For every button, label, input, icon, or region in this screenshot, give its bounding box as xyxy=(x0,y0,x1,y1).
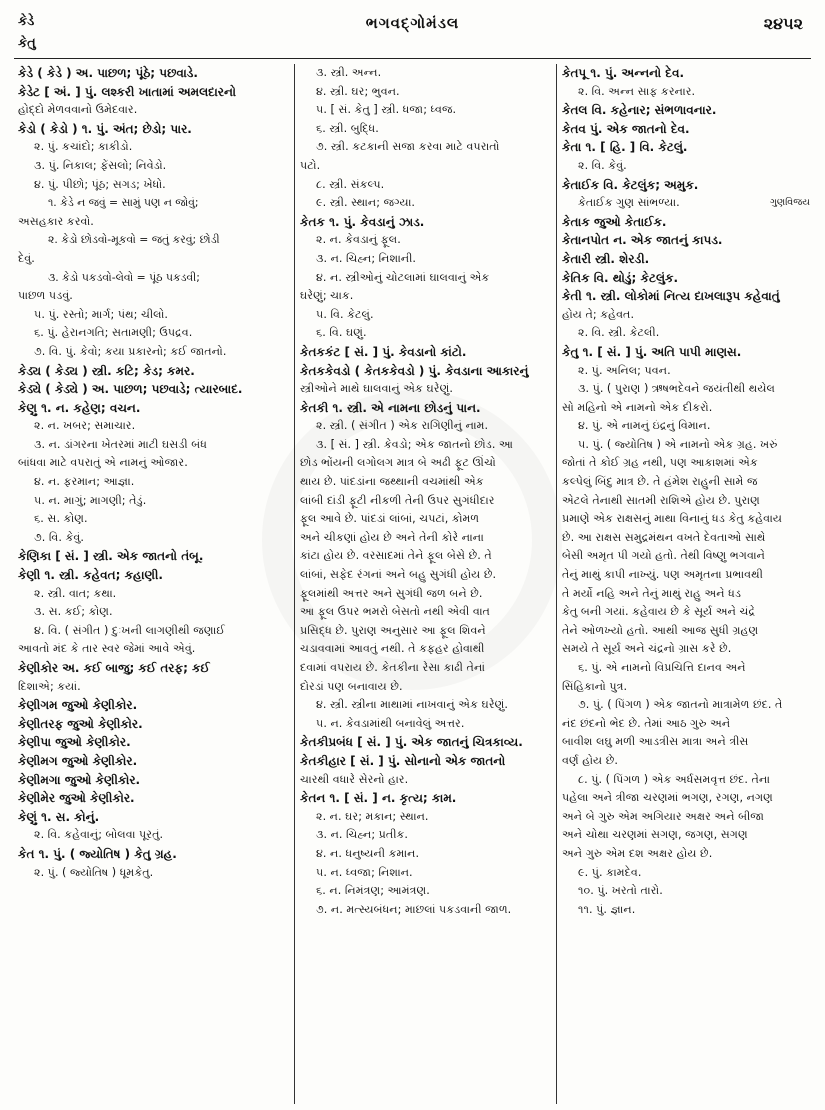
dictionary-headword-line xyxy=(18,362,288,381)
line-text: કેતુ બની ગયાં. કહેવાય છે કે સૂર્ય અને ચંદ્રે xyxy=(562,605,756,619)
dictionary-text-line xyxy=(18,529,288,548)
dictionary-headword-line xyxy=(18,659,288,678)
line-text: જોતાં તે કોઈ ગ્રહ નથી, પણ આકાશમાં એક xyxy=(562,456,758,470)
line-text: ૧૦. પું. ખરતો તારો. xyxy=(578,884,663,898)
line-text: હોય તે; કહેવત. xyxy=(562,307,635,321)
dictionary-text-line xyxy=(300,83,552,102)
line-text: ૫. [ સં. કેતુ ] સ્ત્રી. ધજા; ધ્વજ. xyxy=(316,103,457,117)
dictionary-text-line xyxy=(300,101,552,120)
dictionary-text-line xyxy=(18,138,288,157)
line-text: બાવીશ લઘુ મળી આડત્રીસ માત્રા અને ત્રીસ xyxy=(562,735,749,749)
dictionary-headword-line xyxy=(18,64,288,83)
dictionary-text-line xyxy=(562,324,812,343)
dictionary-text-line xyxy=(300,269,552,288)
dictionary-headword-line xyxy=(562,213,812,232)
dictionary-text-line xyxy=(18,269,288,288)
dictionary-headword-line xyxy=(300,789,552,808)
line-text: કેતવ પું. એક જાતનો દેવ. xyxy=(562,121,690,136)
line-text: કેણીમેર જુઓ કેણીકોર. xyxy=(18,791,135,806)
dictionary-text-line xyxy=(562,771,812,790)
line-text: બાંધવા માટે વપરાતું એ નામનું ઓજાર. xyxy=(18,456,188,470)
line-text: દવામાં વપરાય છે. કેતકીના રેસા કાઢી તેનાં xyxy=(300,661,486,674)
line-text: કેણીપા જુઓ કેણીકોર. xyxy=(18,735,131,750)
dictionary-text-line xyxy=(562,752,812,771)
dictionary-headword-line xyxy=(562,343,812,362)
dictionary-headword-line xyxy=(562,250,812,269)
dictionary-text-line xyxy=(300,324,552,343)
dictionary-text-line xyxy=(18,176,288,195)
dictionary-headword-line xyxy=(18,399,288,418)
dictionary-text-line xyxy=(18,436,288,455)
line-text: ૫. પું. ( જ્યોતિષ ) એ નામનો એક ગ્રહ. ખરું xyxy=(578,437,778,451)
line-text: ૨. વિ. અન્ન સાફ કરનાર. xyxy=(578,84,696,98)
column-3 xyxy=(562,64,812,1104)
column-2 xyxy=(300,64,552,1104)
line-text: કેતપૂ ૧. પું. અન્નનો દેવ. xyxy=(562,66,685,80)
dictionary-text-line xyxy=(300,194,552,213)
line-text: દેવું. xyxy=(18,251,35,265)
dictionary-text-line xyxy=(18,454,288,473)
line-text: ૧૧. પું. જ્ઞાન. xyxy=(578,902,636,916)
line-text: કેણી ૧. સ્ત્રી. કહેવત; કહાણી. xyxy=(18,568,163,583)
line-text: ૩. સ. કઈ; કોણ. xyxy=(34,605,113,619)
line-text: કેણું ૧. સ. કોનું. xyxy=(18,809,100,824)
line-text: લાંબી દાંડી ફૂટી નીકળી તેની ઉપર સુગંધીદાર xyxy=(300,493,495,507)
dictionary-text-line xyxy=(300,176,552,195)
line-text: ૫. ન. ધ્વજા; નિશાન. xyxy=(316,865,413,879)
line-text: તેને ઓળખ્યો હતો. આથી આજ સુધી ગ્રહણ xyxy=(562,623,759,637)
dictionary-text-line xyxy=(18,640,288,659)
line-text: ૬. પું. હેરાનગતિ; સતામણી; ઉપદ્રવ. xyxy=(34,326,193,340)
dictionary-text-line xyxy=(300,771,552,790)
dictionary-text-line xyxy=(18,473,288,492)
line-text: કેતાઈક ગુણ સાંભળ્યા. xyxy=(578,196,680,210)
dictionary-text-line xyxy=(562,566,812,585)
dictionary-text-line xyxy=(562,510,812,529)
dictionary-text-line xyxy=(300,882,552,901)
dictionary-text-line xyxy=(300,603,552,622)
dictionary-text-line xyxy=(18,194,288,213)
dictionary-text-line xyxy=(300,566,552,585)
dictionary-text-line xyxy=(562,547,812,566)
dictionary-text-line xyxy=(562,83,812,102)
dictionary-text-line xyxy=(18,101,288,120)
line-text: દોરડાં પણ બનાવાય છે. xyxy=(300,679,403,693)
line-text: કલ્પેલું બિંદુ માત્ર છે. તે હંમેશ રાહુની સામે જ xyxy=(562,475,758,489)
dictionary-text-line xyxy=(18,864,288,883)
column-divider-2 xyxy=(556,64,557,1104)
dictionary-headword-line xyxy=(300,343,552,362)
page-title: ભગવદ્ગોમંડલ xyxy=(365,14,460,32)
dictionary-headword-line xyxy=(18,696,288,715)
dictionary-text-line xyxy=(562,808,812,827)
dictionary-text-line xyxy=(18,826,288,845)
line-text: ૩. સ્ત્રી. અન્ન. xyxy=(316,66,382,79)
line-text: બેસી અમૃત પી ગયો હતો. તેથી વિષ્ણુ ભગવાને xyxy=(562,549,765,563)
line-text: ૩. ન. ચિહ્ન; પ્રતીક. xyxy=(316,828,408,842)
dictionary-text-line xyxy=(18,287,288,306)
dictionary-text-line xyxy=(18,678,288,697)
dictionary-headword-line xyxy=(562,64,812,83)
line-text: દિશાએ; કયાં. xyxy=(18,679,81,693)
line-text: થાય છે. પાંદડાંના જથ્થાની વચમાંથી એક xyxy=(300,475,484,489)
dictionary-text-line xyxy=(562,529,812,548)
dictionary-text-line xyxy=(300,529,552,548)
line-text: ૨. વિ. કેવું. xyxy=(578,158,627,172)
dictionary-text-line xyxy=(562,380,812,399)
dictionary-text-line xyxy=(562,622,812,641)
dictionary-headword-line xyxy=(18,733,288,752)
line-text: પ્રમાણે એક રાક્ષસનું માથા વિનાનું ધડ કેતુ કહેવાય xyxy=(562,512,783,526)
dictionary-text-line xyxy=(300,492,552,511)
line-text: ૮. પું. ( પિંગળ ) એક અર્ધસમવૃત્ત છંદ. તેના xyxy=(578,772,771,786)
line-text: છે. આ રાક્ષસ સમુદ્રમંથન વખતે દેવતાઓ સાથે xyxy=(562,530,766,544)
dictionary-text-line xyxy=(562,845,812,864)
line-text: ૪. વિ. ( સંગીત ) દુઃખની લાગણીથી જણાઈ xyxy=(34,623,226,637)
line-text: ૩. ન. ચિહ્ન; નિશાની. xyxy=(316,251,416,265)
page-number: ૨૪૫૨ xyxy=(763,14,803,33)
line-text: કેણીગમ જુઓ કેણીકોર. xyxy=(18,698,138,713)
line-text: લાંબાં, સફેદ રંગનાં અને બહુ સુગંધી હોય છે. xyxy=(300,568,497,582)
dictionary-text-line xyxy=(18,231,288,250)
line-text: કેણીમગ જુઓ કેણીકોર. xyxy=(18,753,138,768)
dictionary-text-line xyxy=(300,510,552,529)
dictionary-text-line xyxy=(300,417,552,436)
dictionary-text-line xyxy=(562,399,812,418)
line-text: કેણીમગા જુઓ કેણીકોર. xyxy=(18,772,141,787)
citation-source: ગુણવિજય xyxy=(769,197,810,209)
line-text: ૨. વિ. સ્ત્રી. કેટલી. xyxy=(578,326,660,340)
line-text: કેતા ૧. [ હિ. ] વિ. કેટલું. xyxy=(562,140,688,155)
line-text: સિંહિકાનો પુત્ર. xyxy=(562,679,628,693)
line-text: કેતકીહાર [ સં. ] પું. સોનાનો એક જાતનો xyxy=(300,753,506,768)
line-text: ચડાવવામાં આવતું નથી. તે કફહર હોવાથી xyxy=(300,642,485,656)
dictionary-headword-line xyxy=(562,287,812,306)
line-text: આ ફૂલ ઉપર ભમરો બેસતો નથી એવી વાત xyxy=(300,605,490,619)
dictionary-text-line xyxy=(18,622,288,641)
line-text: કેતકકંટ [ સં. ] પું. કેવડાનો કાંટો. xyxy=(300,344,467,359)
dictionary-headword-line xyxy=(300,362,552,381)
dictionary-headword-line xyxy=(18,83,288,102)
dictionary-headword-line xyxy=(562,101,812,120)
dictionary-headword-line xyxy=(18,789,288,808)
dictionary-text-line xyxy=(18,213,288,232)
line-text: કેતક ૧. પું. કેવડાનું ઝાડ. xyxy=(300,214,425,229)
dictionary-text-line xyxy=(562,640,812,659)
dictionary-text-line xyxy=(300,454,552,473)
dictionary-headword-line xyxy=(18,380,288,399)
dictionary-headword-line xyxy=(18,752,288,771)
guide-word-last: કેતુ xyxy=(18,36,36,51)
line-text: ૯. સ્ત્રી. સ્થાન; જગ્યા. xyxy=(316,196,415,210)
dictionary-text-line xyxy=(300,696,552,715)
dictionary-headword-line xyxy=(300,733,552,752)
line-text: છોડ ભોંયની લગોલગ માત્ર બે અઢી ફૂટ ઊંચો xyxy=(300,456,496,470)
line-text: કેતકકેવડો ( કેતકકેવડો ) પું. કેવડાના આકારનું xyxy=(300,363,529,378)
dictionary-text-line xyxy=(18,157,288,176)
line-text: અને બે ગુરુ એમ અગિયાર અક્ષર અને બીજા xyxy=(562,809,765,823)
column-1 xyxy=(18,64,288,1104)
dictionary-headword-line xyxy=(18,845,288,864)
line-text: ૪. પું. પીછો; પૂંઠ; સગડ; ખેધો. xyxy=(34,177,166,191)
line-text: નંદ છંદનો ભેદ છે. તેમાં આઠ ગુરુ અને xyxy=(562,716,731,730)
dictionary-headword-line xyxy=(562,231,812,250)
line-text: પટો. xyxy=(300,158,321,172)
line-text: ૨. વિ. કહેવાનું; બોલવા પૂરતું. xyxy=(34,828,164,842)
line-text: કેડેટ [ અં. ] પું. લશ્કરી ખાતામાં અમલદારનો xyxy=(18,84,236,99)
dictionary-text-line xyxy=(300,138,552,157)
dictionary-headword-line xyxy=(18,566,288,585)
dictionary-text-line xyxy=(300,287,552,306)
dictionary-text-line xyxy=(562,417,812,436)
dictionary-text-line xyxy=(18,306,288,325)
dictionary-headword-line xyxy=(18,808,288,827)
line-text: એટલે તેનાથી સાતમી રાશિએ હોય છે. પુરાણ xyxy=(562,493,760,507)
line-text: કેત ૧. પું. ( જ્યોતિષ ) કેતુ ગ્રહ. xyxy=(18,846,177,861)
line-text: ચારથી વધારે સેરનો હાર. xyxy=(300,772,409,786)
dictionary-text-line xyxy=(562,454,812,473)
dictionary-text-line xyxy=(562,436,812,455)
line-text: ૫. પું. રસ્તો; માર્ગ; પંથ; ચીલો. xyxy=(34,307,168,321)
guide-word-first: કેડે xyxy=(18,14,35,29)
dictionary-headword-line xyxy=(562,138,812,157)
dictionary-text-line xyxy=(562,882,812,901)
dictionary-text-line xyxy=(300,157,552,176)
dictionary-text-line xyxy=(18,324,288,343)
dictionary-text-line xyxy=(562,585,812,604)
column-divider-1 xyxy=(294,64,295,1104)
dictionary-text-line xyxy=(562,157,812,176)
dictionary-headword-line xyxy=(18,120,288,139)
line-text: કાંટા હોય છે. વરસાદમાં તેને ફૂલ બેસે છે. તે xyxy=(300,549,492,563)
dictionary-text-line xyxy=(18,510,288,529)
dictionary-text-line xyxy=(300,547,552,566)
line-text: ૫. વિ. કેટલું. xyxy=(316,307,374,321)
line-text: કેતકી ૧. સ્ત્રી. એ નામના છોડનું પાન. xyxy=(300,400,481,415)
line-text: ૬. ન. નિમંત્રણ; આમંત્રણ. xyxy=(316,884,430,898)
dictionary-headword-line xyxy=(300,399,552,418)
line-text: ૭. ન. મત્સ્યબંધન; માછલાં પકડવાની જાળ. xyxy=(316,902,512,916)
dictionary-text-line xyxy=(300,436,552,455)
line-text: ૬. સ. કોણ. xyxy=(34,512,88,526)
dictionary-text-line xyxy=(562,306,812,325)
line-text: ૨. પું. અનિલ; પવન. xyxy=(578,363,671,377)
dictionary-text-line xyxy=(562,492,812,511)
dictionary-text-line xyxy=(562,789,812,808)
line-text: ૬. પું. એ નામનો વિપ્રચિત્તિ દાનવ અને xyxy=(578,661,746,674)
line-text: ૨. ન. ઘર; મકાન; સ્થાન. xyxy=(316,809,429,823)
dictionary-headword-line xyxy=(562,269,812,288)
dictionary-text-line xyxy=(300,678,552,697)
dictionary-text-line xyxy=(18,343,288,362)
line-text: ૮. સ્ત્રી. સંકલ્પ. xyxy=(316,177,385,191)
line-text: ૭. સ્ત્રી. કટકાની સજા કરવા માટે વપરાતો xyxy=(316,140,500,154)
line-text: ૭. વિ. પું. કેવો; કયા પ્રકારનો; કઈ જાતનો. xyxy=(34,344,227,358)
dictionary-text-line xyxy=(562,901,812,920)
dictionary-text-line xyxy=(18,603,288,622)
line-text: અસહકાર કરવો. xyxy=(18,214,94,228)
line-text: ૨. કેડો છોડવો-મૂકવો = જતું કરવું; છોડી xyxy=(48,233,220,247)
dictionary-text-line xyxy=(562,826,812,845)
line-text: અને ચોથા ચરણમાં સગણ, જગણ, સગણ xyxy=(562,828,748,842)
dictionary-text-line xyxy=(562,678,812,697)
line-text: કેતન ૧. [ સં. ] ન. કૃત્ય; કામ. xyxy=(300,791,457,806)
dictionary-headword-line xyxy=(300,213,552,232)
dictionary-headword-line xyxy=(562,176,812,195)
line-text: ૭. વિ. કેવું. xyxy=(34,530,84,544)
line-text: ૨. પું. ( જ્યોતિષ ) ધૂમકેતુ. xyxy=(34,865,154,879)
line-text: કેતી ૧. સ્ત્રી. લોકોમાં નિત્ય દાખલારૂપ કહેવાતું xyxy=(562,289,780,304)
line-text: અને ગુરુ એમ દશ અક્ષર હોય છે. xyxy=(562,846,713,860)
dictionary-text-line xyxy=(18,492,288,511)
dictionary-text-line xyxy=(562,194,812,213)
line-text: સમયે તે સૂર્ય અને ચંદ્રનો ગ્રાસ કરે છે. xyxy=(562,642,732,656)
dictionary-text-line xyxy=(300,901,552,920)
line-text: કેડ્યે ( કેડ્યે ) અ. પાછળ; પછવાડે; ત્યારબાદ. xyxy=(18,382,243,397)
line-text: અને ચીકણાં હોય છે અને તેની કોરે નાના xyxy=(300,530,484,544)
dictionary-headword-line xyxy=(18,547,288,566)
dictionary-text-line xyxy=(300,473,552,492)
line-text: ૨. ન. કેવડાનું ફૂલ. xyxy=(316,233,401,247)
line-text: ૨. પું. કચાંદો; કાકીડો. xyxy=(34,140,133,154)
header-rule xyxy=(14,58,811,59)
line-text: ફૂલમાંથી અત્તર અને સુગંધી જળ બને છે. xyxy=(300,586,483,600)
line-text: ૨. ન. ખબર; સમાચાર. xyxy=(34,419,136,433)
line-text: ૬. સ્ત્રી. બુદ્ધિ. xyxy=(316,121,379,135)
dictionary-text-line xyxy=(562,733,812,752)
line-text: કેતકીપ્રબંધ [ સં. ] પું. એક જાતનું ચિત્રકાવ્ય. xyxy=(300,735,523,750)
line-text: કેડો ( કેડો ) ૧. પું. અંત; છેડો; પાર. xyxy=(18,121,192,136)
line-text: ૩. કેડો પકડવો-લેવો = પૂંઠ પકડવી; xyxy=(48,270,200,284)
line-text: કેણિકા [ સં. ] સ્ત્રી. એક જાતનો તંબૂ. xyxy=(18,549,204,564)
dictionary-text-line xyxy=(18,417,288,436)
dictionary-text-line xyxy=(300,659,552,678)
line-text: ૪. ન. ફરમાન; આજ્ઞા. xyxy=(34,475,135,489)
line-text: ૪. ન. સ્ત્રીઓનું ચોટલામાં ઘાલવાનું એક xyxy=(316,270,490,284)
line-text: ૪. પું. એ નામનું ઇંદ્રનું વિમાન. xyxy=(578,419,711,433)
line-text: પ્રસિદ્ધ છે. પુરાણ અનુસાર આ ફૂલ શિવને xyxy=(300,623,486,637)
line-text: કેતલ વિ. કહેનાર; સંભળાવનાર. xyxy=(562,103,717,118)
dictionary-text-line xyxy=(562,696,812,715)
dictionary-text-line xyxy=(300,380,552,399)
dictionary-text-line xyxy=(300,306,552,325)
line-text: ૧. કેડે ન જવું = સામું પણ ન જોવું; xyxy=(48,196,199,210)
line-text: ઘરેણું; ચાક. xyxy=(300,289,354,303)
line-text: ૫. ન. માગું; માગણી; તેડું. xyxy=(34,493,147,507)
line-text: કેતાનપોત ન. એક જાતનું કાપડ. xyxy=(562,233,723,248)
dictionary-text-line xyxy=(562,603,812,622)
line-text: કેણીતરફ જુઓ કેણીકોર. xyxy=(18,716,143,731)
line-text: ૪. ન. ધનુષ્યની કમાન. xyxy=(316,846,420,860)
dictionary-text-line xyxy=(300,808,552,827)
dictionary-text-line xyxy=(300,715,552,734)
line-text: તે મર્યો નહિ અને તેનું માથું રાહુ અને ધડ xyxy=(562,586,742,600)
line-text: પાછળ પડવું. xyxy=(18,289,73,303)
line-text: ૩. પું. ( પુરાણ ) ઋષભદેવને જયંતીથી થયેલ xyxy=(578,382,775,396)
dictionary-headword-line xyxy=(18,715,288,734)
line-text: કેતાઈક વિ. કેટલુંક; અમુક. xyxy=(562,177,699,192)
dictionary-text-line xyxy=(562,715,812,734)
line-text: તેનું માથું કાપી નાખ્યું. પણ અમૃતના પ્રભાવથી xyxy=(562,568,763,582)
line-text: કેતારી સ્ત્રી. શેરડી. xyxy=(562,251,650,266)
line-text: ૩. [ સં. ] સ્ત્રી. કેવડો; એક જાતનો છોડ. આ xyxy=(316,437,514,451)
dictionary-text-line xyxy=(300,250,552,269)
line-text: ફૂલ આવે છે. પાંદડાં લાંબાં, ચપટાં, કોમળ xyxy=(300,512,480,526)
dictionary-text-line xyxy=(300,64,552,83)
dictionary-text-line xyxy=(18,585,288,604)
line-text: કેતાક જુઓ કેતાઈક. xyxy=(562,214,667,229)
line-text: ૨. સ્ત્રી. ( સંગીત ) એક રાગિણીનું નામ. xyxy=(316,419,489,433)
dictionary-text-line xyxy=(300,845,552,864)
line-text: ૪. સ્ત્રી. ઘર; ભુવન. xyxy=(316,84,400,98)
page-header xyxy=(0,0,825,62)
line-text: પહેલા અને ત્રીજા ચરણમાં ભગણ, રગણ, નગણ xyxy=(562,791,773,805)
line-text: ૪. સ્ત્રી. સ્ત્રીના માથામાં નાખવાનું એક ઘરેણું. xyxy=(316,698,508,712)
dictionary-headword-line xyxy=(562,120,812,139)
dictionary-text-line xyxy=(300,864,552,883)
line-text: ૫. ન. કેવડામાંથી બનાવેલું અત્તર. xyxy=(316,716,465,730)
dictionary-text-line xyxy=(562,362,812,381)
dictionary-text-line xyxy=(300,585,552,604)
line-text: સ્ત્રીઓને માથે ઘાલવાનું એક ઘરેણું. xyxy=(300,382,453,396)
line-text: કેણુ ૧. ન. કહેણ; વચન. xyxy=(18,400,141,415)
dictionary-text-line xyxy=(562,864,812,883)
dictionary-text-line xyxy=(300,231,552,250)
line-text: કેતિક વિ. થોડું; કેટલુંક. xyxy=(562,270,679,285)
dictionary-text-line xyxy=(562,659,812,678)
line-text: સો મહિનો એ નામનો એક દીકરો. xyxy=(562,400,713,414)
dictionary-text-line xyxy=(300,622,552,641)
line-text: ૩. પું. નિકાલ; ફેંસલો; નિવેડો. xyxy=(34,158,167,172)
line-text: ૯. પું. કામદેવ. xyxy=(578,865,642,879)
dictionary-text-line xyxy=(300,640,552,659)
dictionary-headword-line xyxy=(18,771,288,790)
line-text: આવતો મંદ કે તાર સ્વર જેમાં આવે એવું. xyxy=(18,642,196,656)
line-text: ૬. વિ. ઘણું. xyxy=(316,326,367,340)
line-text: કેતુ ૧. [ સં. ] પું. અતિ પાપી માણસ. xyxy=(562,344,742,359)
line-text: કેડે ( કેડે ) અ. પાછળ; પૂંઠે; પછવાડે. xyxy=(18,66,198,80)
line-text: હોદ્દો મેળવવાનો ઉમેદવાર. xyxy=(18,103,138,117)
line-text: ૩. ન. ડાંગરના ખેતરમાં માટી ઘસડી બંધ xyxy=(34,437,207,451)
dictionary-text-line xyxy=(562,473,812,492)
dictionary-headword-line xyxy=(300,752,552,771)
line-text: કેણીકોર અ. કઈ બાજુ; કઈ તરફ; કઈ xyxy=(18,661,210,675)
line-text: ૨. સ્ત્રી. વાત; કથા. xyxy=(34,586,117,600)
dictionary-text-line xyxy=(18,250,288,269)
line-text: વર્ણ હોય છે. xyxy=(562,753,618,767)
dictionary-text-line xyxy=(300,120,552,139)
line-text: કેડ્ય ( કેડ્ય ) સ્ત્રી. કટિ; કેડ; કમર. xyxy=(18,363,195,378)
line-text: ૭. પું. ( પિંગળ ) એક જાતનો માત્રામેળ છંદ. તે xyxy=(578,698,783,712)
dictionary-text-line xyxy=(300,826,552,845)
